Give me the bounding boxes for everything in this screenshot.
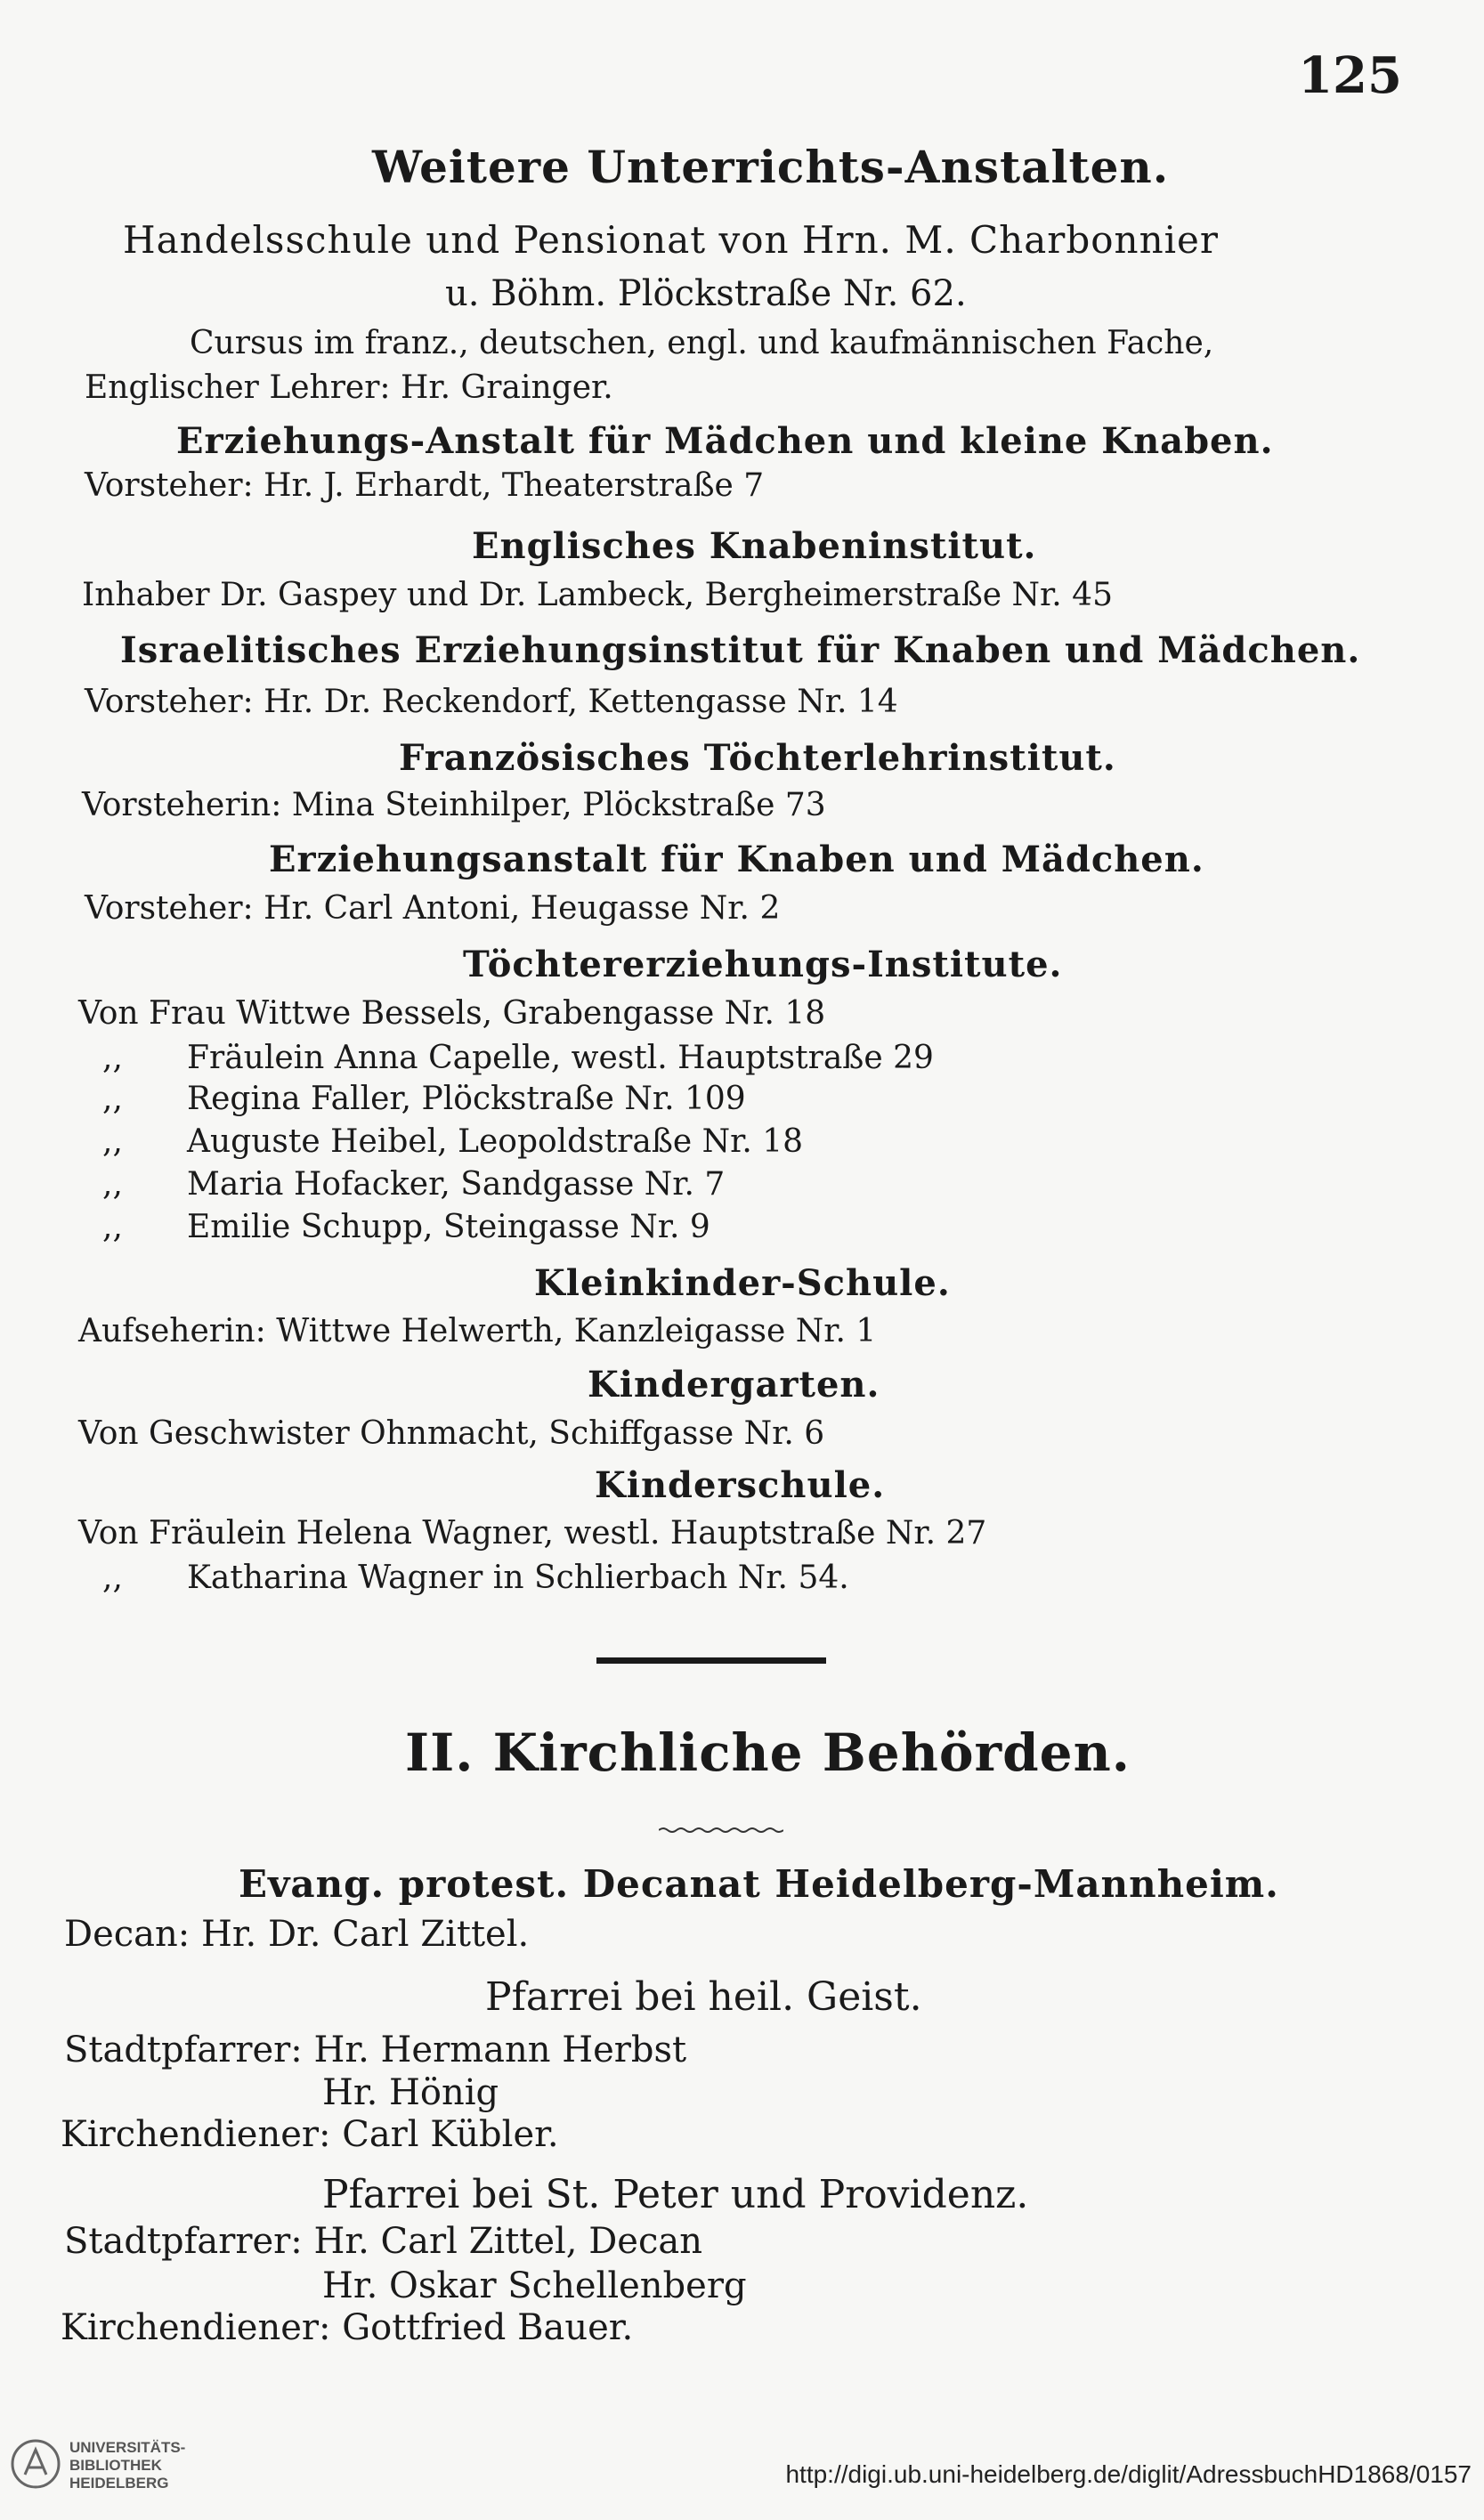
section2-title: II. Kirchliche Behörden. xyxy=(405,1722,1131,1783)
toechter-item xyxy=(102,1123,803,1160)
logo-line: BIBLIOTHEK xyxy=(69,2457,162,2474)
ditto-mark: ,, xyxy=(102,1166,123,1203)
toechter-item xyxy=(102,1040,934,1076)
block-text: Vorsteher: Hr. Dr. Reckendorf, Kettengasse Nr. 14 xyxy=(85,684,898,720)
logo-line: HEIDELBERG xyxy=(69,2475,169,2492)
toechter-item-text: Emilie Schupp, Steingasse Nr. 9 xyxy=(187,1209,710,1245)
handelsschule-line3: Cursus im franz., deutschen, engl. und kaufmännischen Fache, xyxy=(190,325,1214,361)
pfarrei2-heading: Pfarrei bei St. Peter und Providenz. xyxy=(322,2172,1029,2217)
block-text: Vorsteherin: Mina Steinhilper, Plöckstraße 73 xyxy=(82,787,826,823)
toechter-item-text: Auguste Heibel, Leopoldstraße Nr. 18 xyxy=(187,1123,804,1160)
logo-line: UNIVERSITÄTS- xyxy=(69,2439,186,2456)
block-heading: Französisches Töchterlehrinstitut. xyxy=(399,737,1116,779)
ditto-mark: ,, xyxy=(102,1123,123,1160)
block-text: Inhaber Dr. Gaspey und Dr. Lambeck, Bergheimerstraße Nr. 45 xyxy=(82,577,1113,613)
toechter-heading: Töchtererziehungs-Institute. xyxy=(463,944,1063,985)
kinderschule-heading: Kinderschule. xyxy=(595,1464,886,1506)
toechter-item xyxy=(102,1209,710,1245)
toechter-item xyxy=(102,1081,746,1117)
handelsschule-line2: u. Böhm. Plöckstraße Nr. 62. xyxy=(445,273,967,314)
block-text: Vorsteher: Hr. Carl Antoni, Heugasse Nr. 2 xyxy=(85,890,781,927)
decanat-heading: Evang. protest. Decanat Heidelberg-Mannheim. xyxy=(239,1862,1279,1906)
kinderschule-line1: Von Fräulein Helena Wagner, westl. Hauptstraße Nr. 27 xyxy=(78,1515,987,1552)
handelsschule-line4: Englischer Lehrer: Hr. Grainger. xyxy=(85,369,613,406)
toechter-item xyxy=(102,1166,725,1203)
kindergarten-heading: Kindergarten. xyxy=(588,1364,880,1406)
toechter-item-text: Maria Hofacker, Sandgasse Nr. 7 xyxy=(187,1166,726,1203)
toechter-item-text: Regina Faller, Plöckstraße Nr. 109 xyxy=(187,1081,746,1117)
pfarrei1-heading: Pfarrei bei heil. Geist. xyxy=(485,1974,922,2020)
ditto-mark: ,, xyxy=(102,1040,123,1076)
source-url-link[interactable]: http://digi.ub.uni-heidelberg.de/diglit/AdressbuchHD1868/0157 xyxy=(785,2460,1472,2488)
pfarrei2-line1: Stadtpfarrer: Hr. Carl Zittel, Decan xyxy=(64,2221,702,2262)
handelsschule-line1: Handelsschule und Pensionat von Hrn. M. Charbonnier xyxy=(123,218,1219,262)
section-title: Weitere Unterrichts-Anstalten. xyxy=(372,141,1170,193)
toechter-first: Von Frau Wittwe Bessels, Grabengasse Nr. 18 xyxy=(78,995,826,1032)
pfarrei1-line3: Kirchendiener: Carl Kübler. xyxy=(61,2114,559,2155)
block-heading: Israelitisches Erziehungsinstitut für Knaben und Mädchen. xyxy=(120,629,1361,671)
pfarrei1-line2: Hr. Hönig xyxy=(322,2072,499,2113)
ditto-mark: ,, xyxy=(102,1560,123,1596)
decanat-text: Decan: Hr. Dr. Carl Zittel. xyxy=(64,1914,530,1955)
pfarrei1-line1: Stadtpfarrer: Hr. Hermann Herbst xyxy=(64,2030,687,2070)
block-text: Vorsteher: Hr. J. Erhardt, Theaterstraße 7 xyxy=(85,467,765,504)
ditto-mark: ,, xyxy=(102,1081,123,1117)
kleinkinder-heading: Kleinkinder-Schule. xyxy=(534,1262,951,1304)
kindergarten-text: Von Geschwister Ohnmacht, Schiffgasse Nr. 6 xyxy=(78,1415,825,1452)
library-logo-text xyxy=(69,2439,185,2492)
kinderschule-line2 xyxy=(102,1560,849,1596)
ornament-squiggle xyxy=(659,1827,783,1834)
pfarrei2-line2: Hr. Oskar Schellenberg xyxy=(322,2265,747,2306)
page-number: 125 xyxy=(1298,46,1402,105)
block-heading: Englisches Knabeninstitut. xyxy=(472,525,1037,567)
pfarrei2-line3: Kirchendiener: Gottfried Bauer. xyxy=(61,2307,634,2348)
block-heading: Erziehungsanstalt für Knaben und Mädchen. xyxy=(269,839,1204,880)
ditto-mark: ,, xyxy=(102,1209,123,1245)
block-heading: Erziehungs-Anstalt für Mädchen und kleine Knaben. xyxy=(176,420,1274,462)
section-divider xyxy=(596,1657,826,1664)
toechter-item-text: Fräulein Anna Capelle, westl. Hauptstraße 29 xyxy=(187,1040,934,1076)
kinderschule-line2-text: Katharina Wagner in Schlierbach Nr. 54. xyxy=(187,1560,849,1596)
kleinkinder-text: Aufseherin: Wittwe Helwerth, Kanzleigasse Nr. 1 xyxy=(78,1313,877,1349)
